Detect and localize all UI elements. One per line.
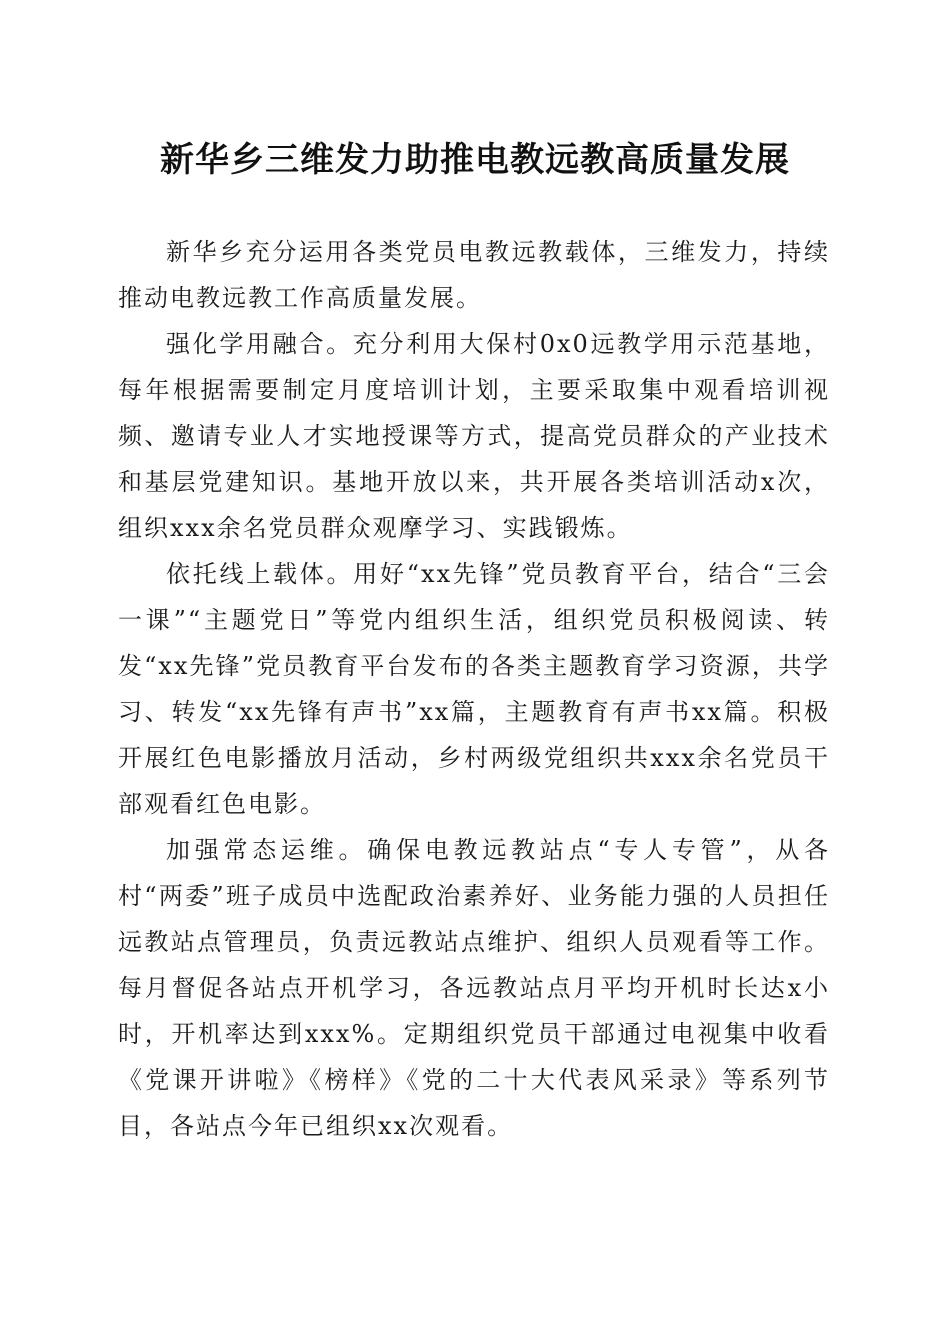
paragraph-intro: 新华乡充分运用各类党员电教远教载体，三维发力，持续推动电教远教工作高质量发展。 — [118, 238, 830, 312]
document-title: 新华乡三维发力助推电教远教高质量发展 — [160, 140, 790, 180]
document-body — [118, 229, 830, 1149]
paragraph-online-platform: 依托线上载体。用好“xx先锋”党员教育平台，结合“三会一课”“主题党日”等党内组织生活，组织党员积极阅读、转发“xx先锋”党员教育平台发布的各类主题教育学习资源，共学习、转发“xx先锋有声书”xx篇，主题教育有声书xx篇。积极开展红色电影播放月活动，乡村两级党组织共xxx余名党员干部观看红色电影。 — [118, 560, 830, 818]
paragraph-learning-integration: 强化学用融合。充分利用大保村0x0远教学用示范基地，每年根据需要制定月度培训计划，主要采取集中观看培训视频、邀请专业人才实地授课等方式，提高党员群众的产业技术和基层党建知识。基地开放以来，共开展各类培训活动x次，组织xxx余名党员群众观摩学习、实践锻炼。 — [118, 330, 830, 542]
paragraph-routine-maintenance: 加强常态运维。确保电教远教站点“专人专管”，从各村“两委”班子成员中选配政治素养好、业务能力强的人员担任远教站点管理员，负责远教站点维护、组织人员观看等工作。每月督促各站点开机学习，各远教站点月平均开机时长达x小时，开机率达到xxx%。定期组织党员干部通过电视集中收看《党课开讲啦》《榜样》《党的二十大代表风采录》等系列节目，各站点今年已组织xx次观看。 — [118, 836, 830, 1140]
